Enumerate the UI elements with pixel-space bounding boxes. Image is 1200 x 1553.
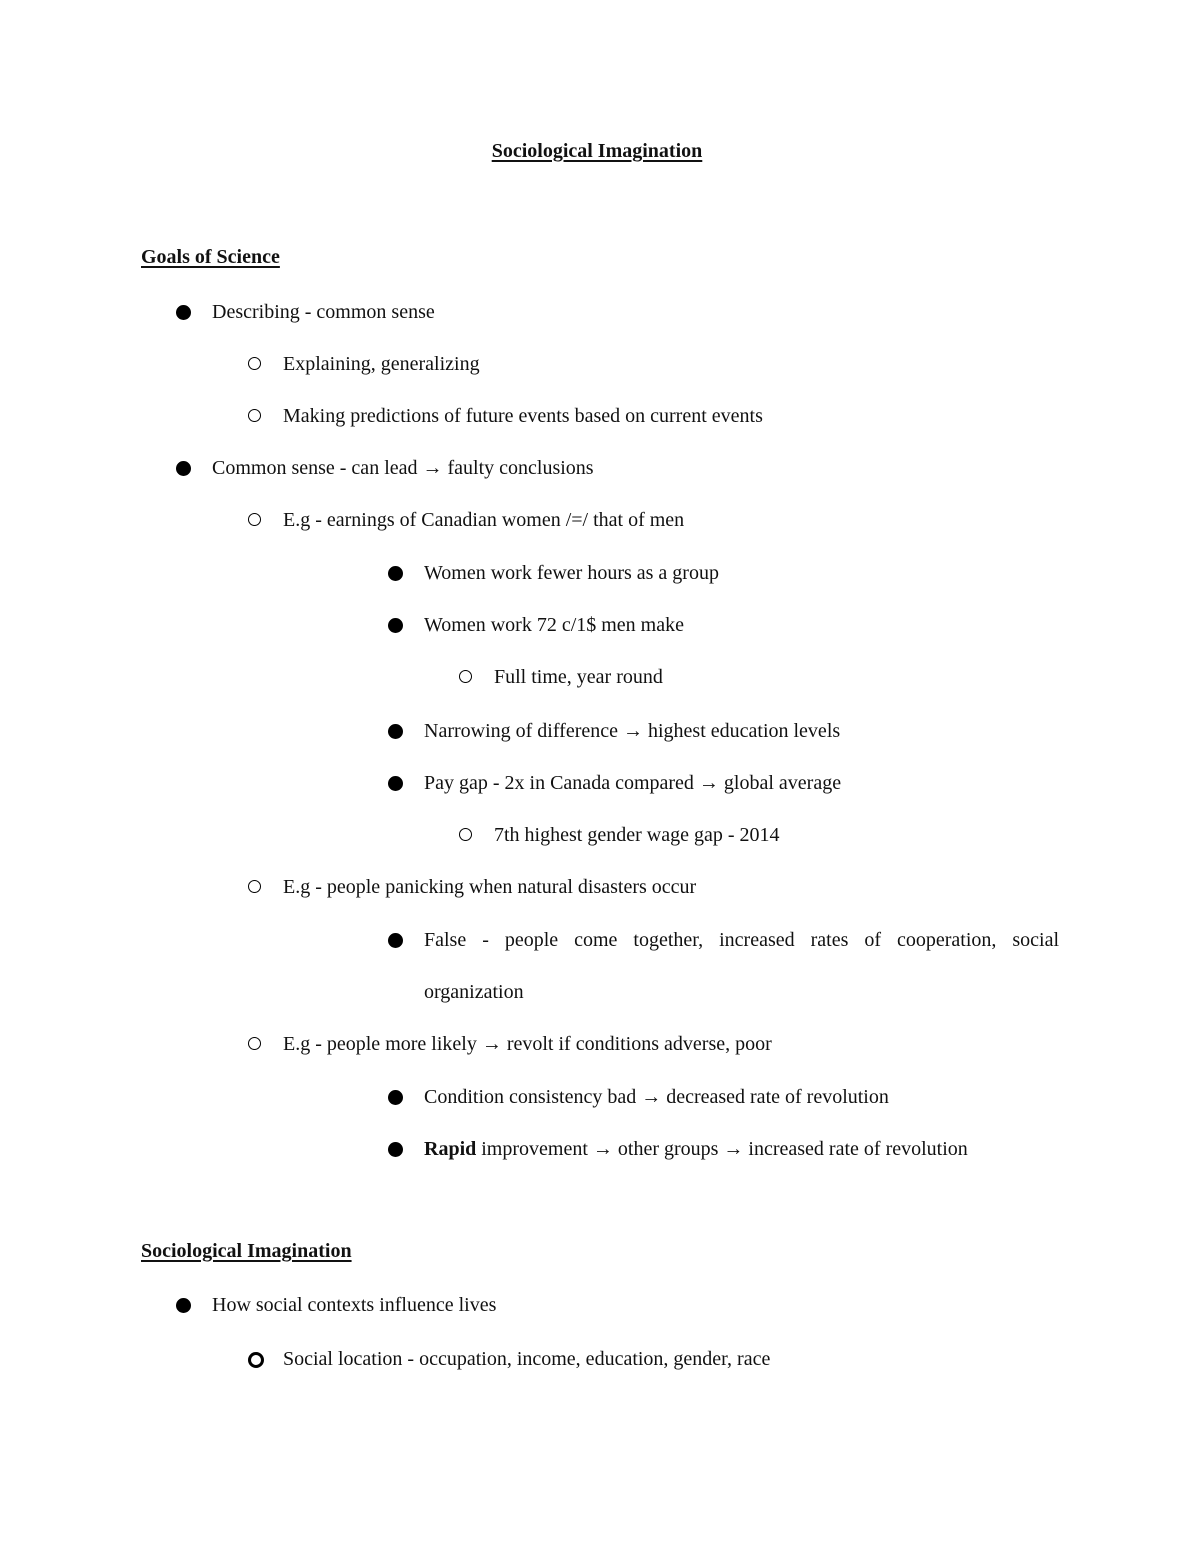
filled-bullet-icon (388, 776, 403, 791)
list-item-text: Explaining, generalizing (283, 353, 480, 375)
list-item-text: Social location - occupation, income, education, gender, race (283, 1348, 771, 1370)
list-item-text: Describing - common sense (212, 301, 435, 323)
hollow-bullet-icon (248, 409, 261, 422)
hollow-bullet-icon (248, 513, 261, 526)
list-item-text: improvement → other groups → increased rate of revolution (476, 1138, 968, 1160)
filled-bullet-icon (176, 1298, 191, 1313)
list-item (424, 547, 719, 599)
list-item-text: E.g - people more likely → revolt if conditions adverse, poor (283, 1033, 772, 1055)
list-item (283, 1018, 772, 1070)
section-heading-sociological-imagination: Sociological Imagination (141, 1240, 352, 1262)
list-item (424, 599, 684, 651)
list-item (494, 809, 779, 861)
hollow-bullet-icon (248, 1352, 264, 1368)
list-item (212, 442, 594, 494)
list-item-text: Pay gap - 2x in Canada compared → global average (424, 772, 842, 794)
list-item (424, 757, 841, 809)
list-item (494, 651, 663, 703)
filled-bullet-icon (388, 618, 403, 633)
list-item (212, 1279, 496, 1331)
hollow-bullet-icon (248, 880, 261, 893)
filled-bullet-icon (176, 461, 191, 476)
list-item (283, 390, 763, 442)
list-item-text: Women work fewer hours as a group (424, 562, 719, 584)
list-item-text: Common sense - can lead → faulty conclusions (212, 457, 594, 479)
list-item-text: E.g - people panicking when natural disasters occur (283, 876, 697, 898)
hollow-bullet-icon (459, 828, 472, 841)
list-item (424, 705, 840, 757)
section-heading-goals-of-science: Goals of Science (141, 246, 280, 268)
list-item (283, 1333, 770, 1385)
list-item-text: Full time, year round (494, 666, 663, 688)
filled-bullet-icon (176, 305, 191, 320)
list-item-text: Women work 72 c/1$ men make (424, 614, 684, 636)
filled-bullet-icon (388, 566, 403, 581)
filled-bullet-icon (388, 933, 403, 948)
hollow-bullet-icon (248, 357, 261, 370)
list-item (283, 338, 480, 390)
list-item-text: Making predictions of future events based on current events (283, 405, 763, 427)
document-title: Sociological Imagination (491, 140, 703, 162)
filled-bullet-icon (388, 724, 403, 739)
list-item-text: Narrowing of difference → highest education levels (424, 720, 841, 742)
hollow-bullet-icon (248, 1037, 261, 1050)
list-item-text: 7th highest gender wage gap - 2014 (494, 824, 780, 846)
list-item (424, 914, 1059, 1018)
list-item (283, 861, 696, 913)
emphasized-text: Rapid (424, 1138, 477, 1160)
hollow-bullet-icon (459, 670, 472, 683)
filled-bullet-icon (388, 1090, 403, 1105)
list-item (424, 1123, 968, 1175)
list-item-text: How social contexts influence lives (212, 1294, 497, 1316)
list-item (212, 286, 435, 338)
list-item-text: Condition consistency bad → decreased rate of revolution (424, 1086, 889, 1108)
list-item-text: False - people come together, increased rates of cooperation, social organization (424, 929, 1059, 1003)
list-item (283, 494, 684, 546)
list-item-text: E.g - earnings of Canadian women /=/ that of men (283, 509, 685, 531)
list-item (424, 1071, 889, 1123)
filled-bullet-icon (388, 1142, 403, 1157)
